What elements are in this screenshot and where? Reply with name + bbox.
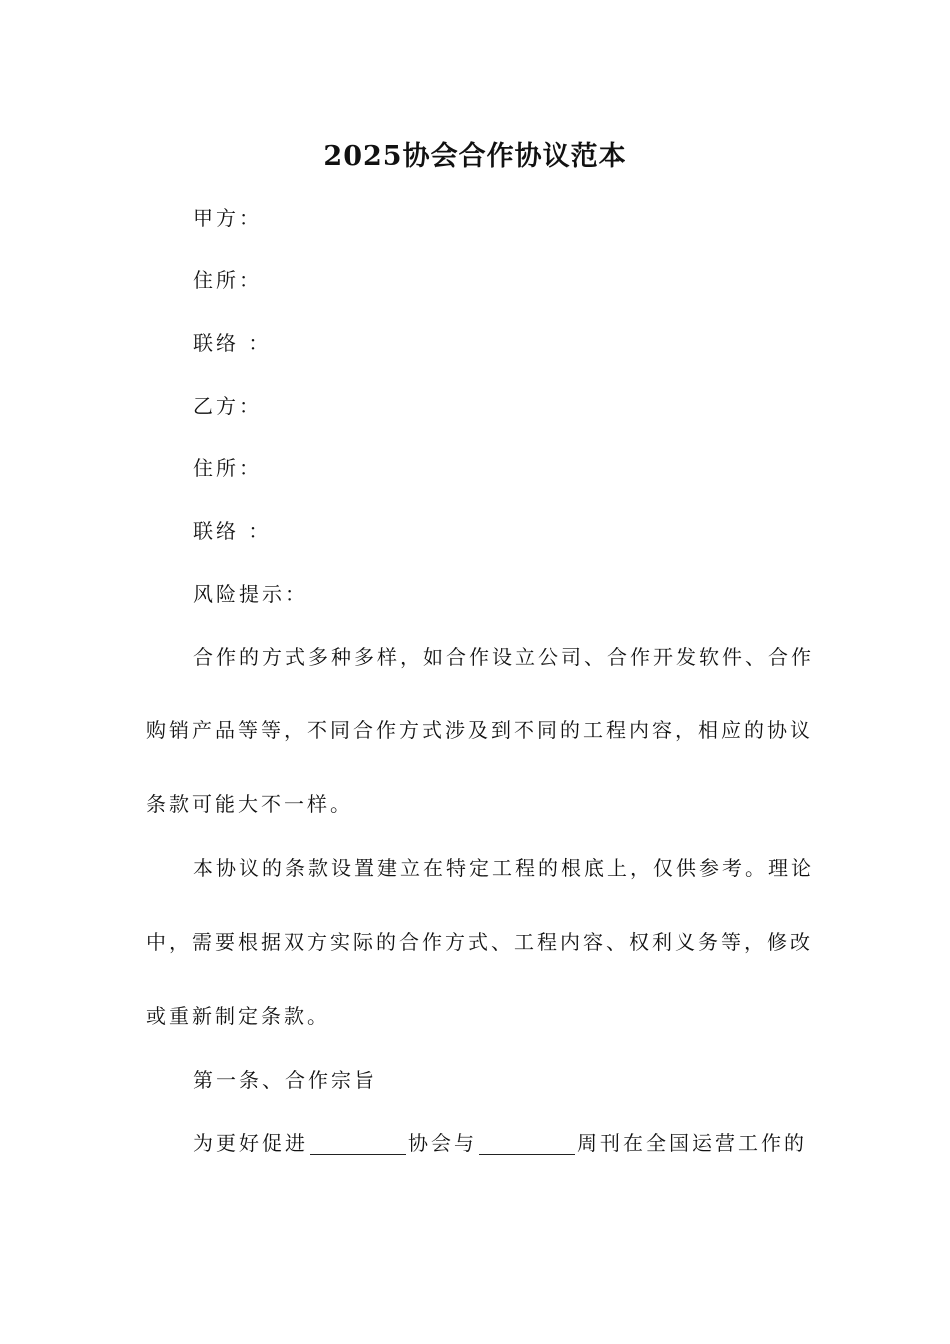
party-a-contact: 联络 ： [193, 331, 272, 355]
article-1-heading: 第一条、合作宗旨 [193, 1068, 377, 1092]
party-b-address: 住所： [193, 456, 262, 480]
risk-paragraph-1-line-2: 购销产品等等，不同合作方式涉及到不同的工程内容，相应的协议 [146, 718, 813, 742]
risk-paragraph-2-line-2: 中，需要根据双方实际的合作方式、工程内容、权利义务等，修改 [146, 930, 813, 954]
risk-notice-heading: 风险提示： [193, 582, 308, 606]
party-b-label: 乙方： [193, 394, 262, 418]
risk-paragraph-2-line-1: 本协议的条款设置建立在特定工程的根底上，仅供参考。理论 [193, 856, 814, 880]
document-title: 2025协会合作协议范本 [323, 141, 627, 172]
article-1-text [193, 1131, 807, 1155]
party-b-contact: 联络 ： [193, 519, 272, 543]
weekly-name-blank [479, 1134, 575, 1155]
article-1-text-part-3: 周刊在全国运营工作的 [577, 1131, 807, 1155]
risk-paragraph-2-line-3: 或重新制定条款。 [146, 1004, 330, 1028]
article-1-text-part-2: 协会与 [408, 1131, 477, 1155]
article-1-text-part-1: 为更好促进 [193, 1131, 308, 1155]
risk-paragraph-1-line-3: 条款可能大不一样。 [146, 792, 353, 816]
party-a-address: 住所： [193, 268, 262, 292]
risk-paragraph-1-line-1: 合作的方式多种多样，如合作设立公司、合作开发软件、合作 [193, 645, 814, 669]
association-name-blank [310, 1134, 406, 1155]
party-a-label: 甲方： [193, 206, 262, 230]
